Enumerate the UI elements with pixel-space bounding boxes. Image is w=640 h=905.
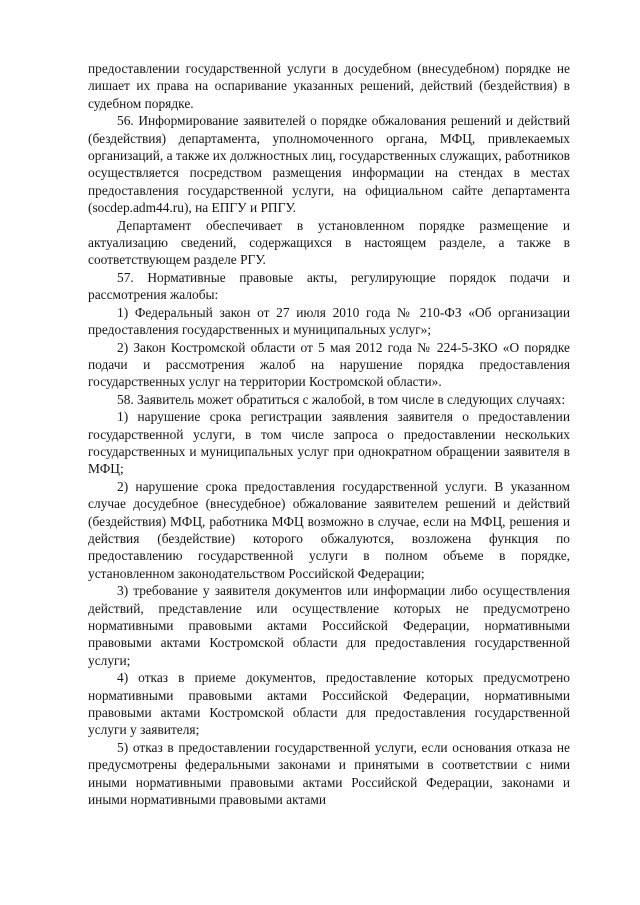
paragraph-58-item-3: 3) требование у заявителя документов или информации либо осуществления действий, представление или осуществление которых не предусмотрено нормативными правовыми актами Российской Федерации, нормативными правовыми актами Костромской области для предоставления государственной услуги; [88,583,570,668]
paragraph-58-item-2: 2) нарушение срока предоставления государственной услуги. В указанном случае досудебное (внесудебное) обжалование заявителем решений и действий (бездействия) МФЦ, работника МФЦ возможно в случае, если на МФЦ, решения и действия (бездействие) которого обжалуются, возложена функция по предоставлению государственной услуги в полном объеме в порядке, установленном законодательством Российской Федерации; [88,478,570,581]
paragraph-continuation: предоставлении государственной услуги в досудебном (внесудебном) порядке не лишает их права на оспаривание указанных решений, действий (бездействия) в судебном порядке. [88,61,570,111]
paragraph-57-item-2: 2) Закон Костромской области от 5 мая 2012 года № 224-5-ЗКО «О порядке подачи и рассмотрения жалоб на нарушение порядка предоставления государственных услуг на территории Костромской области». [88,339,570,390]
paragraph-58-item-4: 4) отказ в приеме документов, предоставление которых предусмотрено нормативными правовыми актами Российской Федерации, нормативными правовыми актами Костромской области для предоставления государственной услуги у заявителя; [88,670,570,738]
document-page [88,60,570,808]
paragraph-department-obligation: Департамент обеспечивает в установленном порядке размещение и актуализацию сведений, содержащихся в настоящем разделе, а также в соответствующем разделе РГУ. [88,217,570,268]
paragraph-56-informing: 56. Информирование заявителей о порядке обжалования решений и действий (бездействия) департамента, уполномоченного органа, МФЦ, привлекаемых организаций, а также их должностных лиц, государственных служащих, работников осуществляется посредством размещения информации на стендах в местах предоставления государственной услуги, на официальном сайте департамента (socdep.adm44.ru), на ЕПГУ и РПГУ. [88,113,570,216]
paragraph-57-item-1: 1) Федеральный закон от 27 июля 2010 года № 210-ФЗ «Об организации предоставления государственных и муниципальных услуг»; [88,304,570,338]
paragraph-57-legal-acts: 57. Нормативные правовые акты, регулирующие порядок подачи и рассмотрения жалобы: [88,269,570,303]
paragraph-58-item-5: 5) отказ в предоставлении государственной услуги, если основания отказа не предусмотрены федеральными законами и принятыми в соответствии с ними иными нормативными правовыми актами Российской Федерации, законами и иными нормативными правовыми актами [88,739,570,808]
paragraph-58-complaint-cases: 58. Заявитель может обратиться с жалобой, в том числе в следующих случаях: [117,391,566,407]
paragraph-58-item-1: 1) нарушение срока регистрации заявления заявителя о предоставлении государственной услуги, в том числе запроса о предоставлении нескольких государственных и муниципальных услуг при однократном обращении заявителя в МФЦ; [88,409,570,477]
